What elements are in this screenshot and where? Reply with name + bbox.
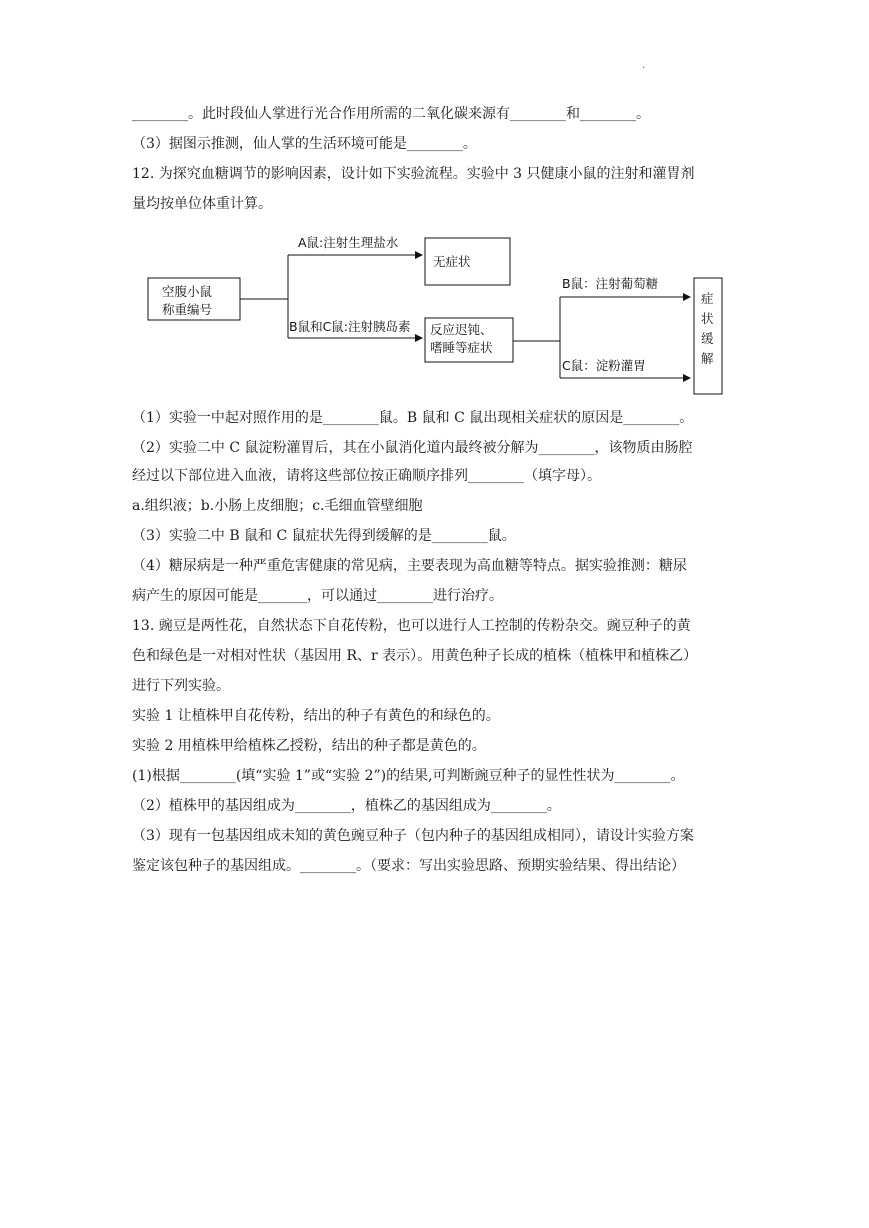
relief-box-char: 解 bbox=[701, 351, 714, 366]
no-symptom-box bbox=[425, 238, 510, 285]
text-line: 色和绿色是一对相对性状（基因用 R、r 表示）。用黄色种子长成的植株（植株甲和植株乙） bbox=[132, 648, 698, 664]
text-line: 进行下列实验。 bbox=[132, 678, 230, 694]
start-box-text: 称重编号 bbox=[162, 302, 213, 317]
symptom-box-text: 嗜睡等症状 bbox=[430, 340, 493, 355]
label-mouse-a: A鼠:注射生理盐水 bbox=[298, 235, 399, 250]
relief-box-char: 状 bbox=[701, 311, 714, 326]
symptom-box bbox=[425, 318, 513, 362]
label-mouse-b: B鼠：注射葡萄糖 bbox=[562, 276, 659, 291]
label-mouse-c: C鼠：淀粉灌胃 bbox=[562, 358, 646, 373]
text-line: （3）据图示推测，仙人掌的生活环境可能是________。 bbox=[132, 136, 477, 152]
text-line: 实验 1 让植株甲自花传粉，结出的种子有黄色的和绿色的。 bbox=[132, 708, 500, 724]
text-line: (1)根据________(填“实验 1”或“实验 2”)的结果,可判断豌豆种子的显性性状为________。 bbox=[132, 768, 685, 784]
text-line: （3）现有一包基因组成未知的黄色豌豆种子（包内种子的基因组成相同），请设计实验方案 bbox=[132, 828, 694, 844]
question-13-stem: 13. 豌豆是两性花，自然状态下自花传粉，也可以进行人工控制的传粉杂交。豌豆种子的黄 bbox=[132, 618, 691, 634]
question-12-stem: 12. 为探究血糖调节的影响因素，设计如下实验流程。实验中 3 只健康小鼠的注射和灌胃剂 bbox=[132, 166, 695, 182]
symptom-box-text: 反应迟钝、 bbox=[430, 322, 493, 337]
text-line: a.组织液；b.小肠上皮细胞；c.毛细血管壁细胞 bbox=[132, 498, 423, 514]
relief-box bbox=[694, 278, 722, 394]
text-line: 量均按单位体重计算。 bbox=[132, 196, 272, 212]
text-line: （1）实验一中起对照作用的是________鼠。B 鼠和 C 鼠出现相关症状的原因是________。 bbox=[132, 410, 694, 426]
start-box-text: 空腹小鼠 bbox=[162, 284, 213, 299]
text-line: （2）植株甲的基因组成为________，植株乙的基因组成为________。 bbox=[132, 798, 561, 814]
relief-box-char: 缓 bbox=[701, 331, 714, 346]
text-line: 鉴定该包种子的基因组成。________。（要求：写出实验思路、预期实验结果、得出结论） bbox=[132, 858, 685, 874]
text-line: ________。此时段仙人掌进行光合作用所需的二氧化碳来源有________和________。 bbox=[132, 106, 650, 122]
label-mouse-bc: B鼠和C鼠:注射胰岛素 bbox=[289, 319, 411, 334]
text-line: 实验 2 用植株甲给植株乙授粉，结出的种子都是黄色的。 bbox=[132, 738, 486, 754]
relief-box-char: 症 bbox=[701, 291, 714, 306]
text-line: （3）实验二中 B 鼠和 C 鼠症状先得到缓解的是________鼠。 bbox=[132, 528, 516, 544]
start-box bbox=[148, 278, 240, 320]
text-line: （4）糖尿病是一种严重危害健康的常见病，主要表现为高血糖等特点。据实验推测：糖尿 bbox=[132, 558, 687, 574]
no-symptom-text: 无症状 bbox=[433, 254, 471, 269]
page-mark: . bbox=[642, 60, 646, 71]
text-line: （2）实验二中 C 鼠淀粉灌胃后，其在小鼠消化道内最终被分解为________，该物质由肠腔 bbox=[132, 440, 693, 456]
text-line: 经过以下部位进入血液，请将这些部位按正确顺序排列________（填字母）。 bbox=[132, 468, 601, 484]
text-line: 病产生的原因可能是_______，可以通过________进行治疗。 bbox=[132, 588, 503, 604]
